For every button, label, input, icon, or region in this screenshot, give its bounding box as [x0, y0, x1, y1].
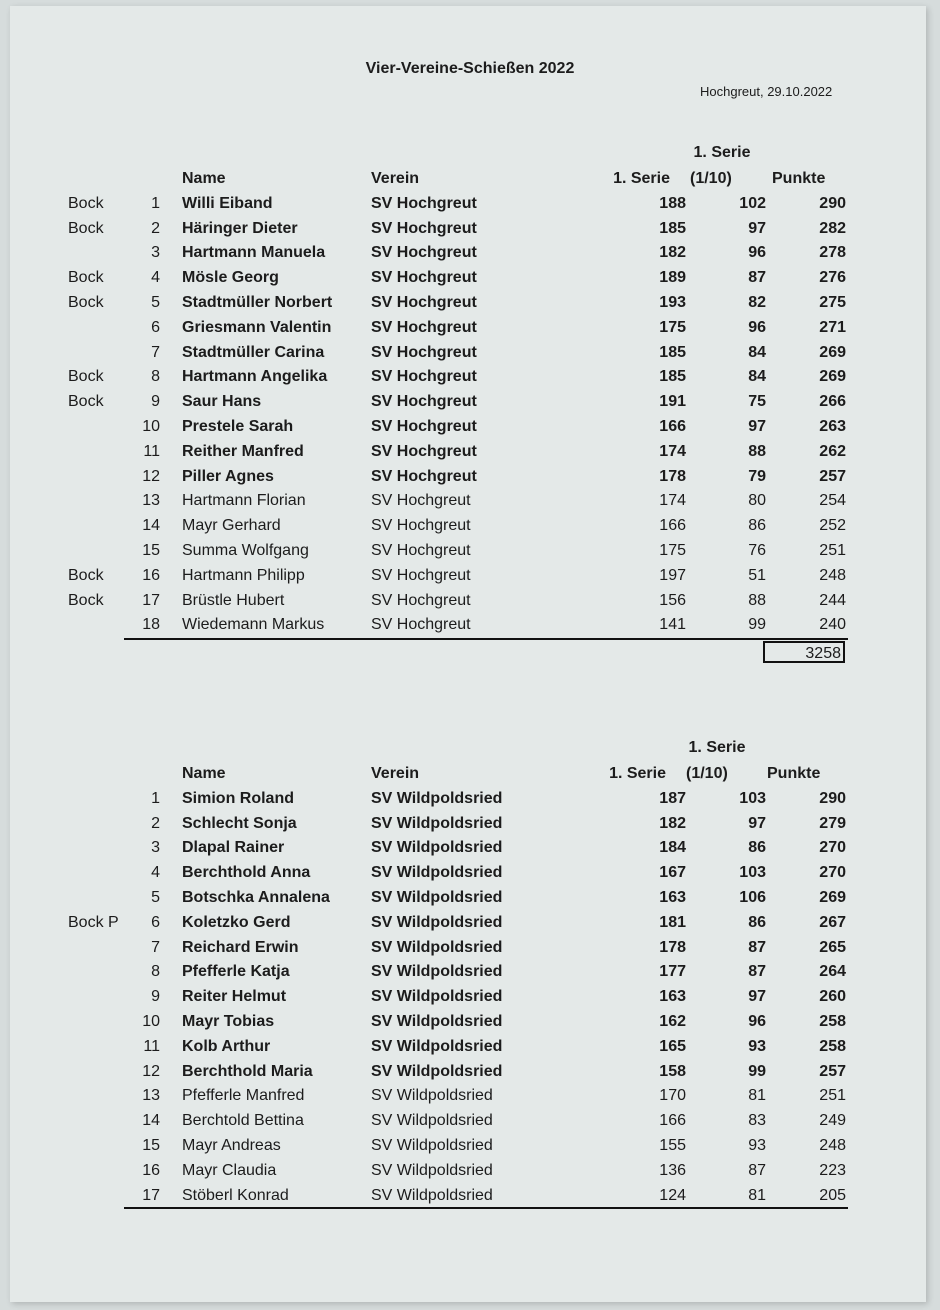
- rank-cell: 9: [151, 988, 160, 1006]
- points-cell: 248: [819, 566, 846, 584]
- series2-cell: 86: [748, 839, 766, 857]
- points-cell: 252: [819, 517, 846, 535]
- rank-cell: 1: [151, 194, 160, 212]
- club-cell: SV Hochgreut: [371, 566, 471, 584]
- table-row: [0, 1162, 940, 1187]
- points-cell: 254: [819, 492, 846, 510]
- club-cell: SV Hochgreut: [371, 318, 477, 336]
- bock-mark: Bock: [68, 194, 104, 212]
- table-row: [0, 988, 940, 1013]
- club-cell: SV Wildpoldsried: [371, 938, 503, 956]
- table-row: [0, 418, 940, 443]
- table-row: [0, 1137, 940, 1162]
- series1-cell: 188: [659, 194, 686, 212]
- name-cell: Griesmann Valentin: [182, 318, 332, 336]
- series2-cell: 96: [748, 244, 766, 262]
- bock-mark: Bock: [68, 566, 104, 584]
- name-cell: Hartmann Florian: [182, 492, 306, 510]
- series2-cell: 87: [748, 269, 766, 287]
- table-row: [0, 220, 940, 245]
- series2-cell: 88: [748, 591, 766, 609]
- name-cell: Pfefferle Manfred: [182, 1087, 305, 1105]
- series1-cell: 193: [659, 293, 686, 311]
- name-cell: Mösle Georg: [182, 269, 279, 287]
- series2-cell: 99: [748, 616, 766, 634]
- club-cell: SV Wildpoldsried: [371, 1012, 503, 1030]
- table-row: [0, 864, 940, 889]
- series1-cell: 197: [659, 566, 686, 584]
- bock-mark: Bock: [68, 219, 104, 237]
- rank-cell: 17: [142, 591, 160, 609]
- rank-cell: 11: [143, 1037, 160, 1055]
- bock-mark: Bock: [68, 269, 104, 287]
- points-cell: 257: [819, 1062, 846, 1080]
- club-cell: SV Wildpoldsried: [371, 1136, 493, 1154]
- points-cell: 278: [819, 244, 846, 262]
- rank-cell: 10: [142, 1012, 160, 1030]
- points-cell: 290: [819, 194, 846, 212]
- rank-cell: 4: [151, 269, 160, 287]
- rank-cell: 2: [151, 219, 160, 237]
- name-cell: Mayr Tobias: [182, 1012, 275, 1030]
- club-cell: SV Hochgreut: [371, 393, 477, 411]
- points-cell: 248: [819, 1136, 846, 1154]
- series2-cell: 99: [748, 1062, 766, 1080]
- table-row: [0, 517, 940, 542]
- table-row: [0, 368, 940, 393]
- club-cell: SV Wildpoldsried: [371, 1161, 493, 1179]
- points-cell: 223: [819, 1161, 846, 1179]
- rank-cell: 6: [151, 318, 160, 336]
- points-cell: 271: [819, 318, 846, 336]
- points-cell: 251: [819, 541, 846, 559]
- club-cell: SV Hochgreut: [371, 219, 477, 237]
- club-cell: SV Hochgreut: [371, 467, 477, 485]
- series2-cell: 96: [748, 318, 766, 336]
- rank-cell: 1: [151, 789, 160, 807]
- table-row: [0, 244, 940, 269]
- rank-cell: 13: [142, 492, 160, 510]
- rank-cell: 14: [142, 1112, 160, 1130]
- series2-cell: 81: [748, 1186, 766, 1204]
- club-cell: SV Wildpoldsried: [371, 888, 503, 906]
- club-cell: SV Wildpoldsried: [371, 1087, 493, 1105]
- header-name: Name: [182, 170, 226, 187]
- series2-cell: 84: [748, 368, 766, 386]
- name-cell: Reither Manfred: [182, 442, 304, 460]
- table-row: [0, 1087, 940, 1112]
- header-punkte: Punkte: [767, 765, 821, 782]
- name-cell: Saur Hans: [182, 393, 262, 411]
- table-row: [0, 839, 940, 864]
- rank-cell: 7: [151, 343, 160, 361]
- points-cell: 290: [819, 789, 846, 807]
- name-cell: Mayr Andreas: [182, 1136, 281, 1154]
- rank-cell: 14: [142, 517, 160, 535]
- points-cell: 275: [819, 293, 846, 311]
- table-body: [0, 790, 940, 1212]
- table-row: [0, 815, 940, 840]
- series1-cell: 163: [659, 988, 686, 1006]
- club-cell: SV Hochgreut: [371, 269, 477, 287]
- name-cell: Stadtmüller Carina: [182, 343, 325, 361]
- table-row: [0, 1063, 940, 1088]
- series1-cell: 187: [659, 789, 686, 807]
- club-cell: SV Hochgreut: [371, 541, 471, 559]
- header-row: [0, 765, 940, 790]
- points-cell: 270: [819, 864, 846, 882]
- series1-cell: 170: [659, 1087, 686, 1105]
- results-table-hochgreut: [0, 144, 940, 641]
- name-cell: Kolb Arthur: [182, 1037, 271, 1055]
- name-cell: Reichard Erwin: [182, 938, 299, 956]
- series2-cell: 83: [748, 1112, 766, 1130]
- bock-mark: Bock: [68, 293, 104, 311]
- points-cell: 240: [819, 616, 846, 634]
- rank-cell: 3: [151, 244, 160, 262]
- table-row: [0, 914, 940, 939]
- points-cell: 270: [819, 839, 846, 857]
- header-punkte: Punkte: [772, 170, 826, 187]
- name-cell: Brüstle Hubert: [182, 591, 285, 609]
- name-cell: Mayr Claudia: [182, 1161, 277, 1179]
- points-cell: 276: [819, 269, 846, 287]
- rank-cell: 3: [151, 839, 160, 857]
- series1-cell: 162: [659, 1012, 686, 1030]
- header-name: Name: [182, 765, 226, 782]
- table-row: [0, 468, 940, 493]
- header-series1: 1. Serie: [609, 765, 666, 782]
- series2-cell: 96: [748, 1012, 766, 1030]
- name-cell: Mayr Gerhard: [182, 517, 281, 535]
- name-cell: Reiter Helmut: [182, 988, 287, 1006]
- table-row: [0, 443, 940, 468]
- header-series-label: 1. Serie: [688, 739, 746, 756]
- results-table-wildpoldsried: [0, 739, 940, 1211]
- points-cell: 258: [819, 1012, 846, 1030]
- name-cell: Summa Wolfgang: [182, 541, 309, 559]
- series1-cell: 174: [659, 492, 686, 510]
- table-row: [0, 567, 940, 592]
- name-cell: Simion Roland: [182, 789, 294, 807]
- rank-cell: 8: [151, 368, 160, 386]
- table-row: [0, 592, 940, 617]
- rank-cell: 2: [151, 814, 160, 832]
- series1-cell: 185: [659, 219, 686, 237]
- club-cell: SV Hochgreut: [371, 591, 471, 609]
- series1-cell: 175: [659, 541, 686, 559]
- table-row: [0, 963, 940, 988]
- table-row: [0, 294, 940, 319]
- rank-cell: 15: [142, 541, 160, 559]
- club-cell: SV Wildpoldsried: [371, 1062, 503, 1080]
- document-title: Vier-Vereine-Schießen 2022: [365, 60, 575, 77]
- club-cell: SV Hochgreut: [371, 442, 477, 460]
- series2-cell: 82: [748, 293, 766, 311]
- header-row: [0, 170, 940, 195]
- club-cell: SV Hochgreut: [371, 194, 477, 212]
- series1-cell: 181: [659, 913, 686, 931]
- series1-cell: 136: [659, 1161, 686, 1179]
- name-cell: Wiedemann Markus: [182, 616, 325, 634]
- series1-cell: 165: [659, 1037, 686, 1055]
- series1-cell: 182: [659, 244, 686, 262]
- club-cell: SV Wildpoldsried: [371, 864, 503, 882]
- club-cell: SV Wildpoldsried: [371, 789, 503, 807]
- points-cell: 264: [819, 963, 846, 981]
- series1-cell: 163: [659, 888, 686, 906]
- rank-cell: 5: [151, 293, 160, 311]
- club-cell: SV Hochgreut: [371, 616, 471, 634]
- series2-cell: 75: [748, 393, 766, 411]
- name-cell: Berchthold Anna: [182, 864, 311, 882]
- series2-cell: 102: [739, 194, 766, 212]
- points-cell: 263: [819, 417, 846, 435]
- rank-cell: 8: [151, 963, 160, 981]
- series1-cell: 166: [659, 517, 686, 535]
- bock-mark: Bock: [68, 393, 104, 411]
- bock-mark: Bock P: [68, 913, 119, 931]
- rank-cell: 12: [142, 1062, 160, 1080]
- series2-cell: 84: [748, 343, 766, 361]
- rank-cell: 4: [151, 864, 160, 882]
- series1-cell: 156: [659, 591, 686, 609]
- name-cell: Hartmann Philipp: [182, 566, 305, 584]
- series2-cell: 97: [748, 988, 766, 1006]
- header-series1: 1. Serie: [613, 170, 670, 187]
- rank-cell: 13: [142, 1087, 160, 1105]
- name-cell: Häringer Dieter: [182, 219, 298, 237]
- rank-cell: 16: [142, 566, 160, 584]
- points-cell: 205: [819, 1186, 846, 1204]
- series1-cell: 175: [659, 318, 686, 336]
- points-cell: 266: [819, 393, 846, 411]
- series1-cell: 166: [659, 1112, 686, 1130]
- rank-cell: 18: [142, 616, 160, 634]
- name-cell: Pfefferle Katja: [182, 963, 290, 981]
- name-cell: Hartmann Angelika: [182, 368, 328, 386]
- points-cell: 269: [819, 368, 846, 386]
- table-row: [0, 1112, 940, 1137]
- club-cell: SV Hochgreut: [371, 517, 471, 535]
- points-cell: 267: [819, 913, 846, 931]
- total-points-box: 3258: [763, 641, 845, 663]
- series2-cell: 97: [748, 814, 766, 832]
- name-cell: Stöberl Konrad: [182, 1186, 289, 1204]
- rank-cell: 15: [142, 1136, 160, 1154]
- header-row-top: [0, 739, 940, 765]
- table-row: [0, 492, 940, 517]
- rank-cell: 9: [151, 393, 160, 411]
- points-cell: 265: [819, 938, 846, 956]
- table-row: [0, 542, 940, 567]
- rank-cell: 11: [143, 442, 160, 460]
- series2-cell: 86: [748, 517, 766, 535]
- rank-cell: 10: [142, 417, 160, 435]
- series1-cell: 166: [659, 417, 686, 435]
- name-cell: Botschka Annalena: [182, 888, 330, 906]
- rank-cell: 6: [151, 913, 160, 931]
- header-series-label: 1. Serie: [693, 144, 751, 161]
- name-cell: Schlecht Sonja: [182, 814, 297, 832]
- series2-cell: 80: [748, 492, 766, 510]
- club-cell: SV Wildpoldsried: [371, 1112, 493, 1130]
- series2-cell: 87: [748, 963, 766, 981]
- series2-cell: 93: [748, 1037, 766, 1055]
- points-cell: 257: [819, 467, 846, 485]
- table-row: [0, 344, 940, 369]
- header-verein: Verein: [371, 765, 420, 782]
- table-body: [0, 195, 940, 641]
- club-cell: SV Wildpoldsried: [371, 988, 503, 1006]
- table-row: [0, 195, 940, 220]
- series1-cell: 185: [659, 368, 686, 386]
- points-cell: 258: [819, 1037, 846, 1055]
- place-date: Hochgreut, 29.10.2022: [700, 84, 833, 99]
- club-cell: SV Hochgreut: [371, 244, 477, 262]
- name-cell: Willi Eiband: [182, 194, 273, 212]
- series1-cell: 182: [659, 814, 686, 832]
- series1-cell: 124: [659, 1186, 686, 1204]
- series1-cell: 177: [659, 963, 686, 981]
- rank-cell: 5: [151, 888, 160, 906]
- series2-cell: 79: [748, 467, 766, 485]
- club-cell: SV Hochgreut: [371, 343, 477, 361]
- table-row: [0, 939, 940, 964]
- club-cell: SV Wildpoldsried: [371, 839, 503, 857]
- header-series2: (1/10): [690, 170, 732, 187]
- series1-cell: 178: [659, 938, 686, 956]
- series2-cell: 81: [748, 1087, 766, 1105]
- rank-cell: 16: [142, 1161, 160, 1179]
- points-cell: 244: [819, 591, 846, 609]
- table-divider-line: [124, 638, 848, 640]
- series2-cell: 88: [748, 442, 766, 460]
- points-cell: 262: [819, 442, 846, 460]
- table-row: [0, 269, 940, 294]
- series2-cell: 87: [748, 938, 766, 956]
- name-cell: Piller Agnes: [182, 467, 274, 485]
- series2-cell: 86: [748, 913, 766, 931]
- name-cell: Berchthold Maria: [182, 1062, 313, 1080]
- name-cell: Hartmann Manuela: [182, 244, 326, 262]
- series1-cell: 141: [659, 616, 686, 634]
- table-row: [0, 790, 940, 815]
- series1-cell: 185: [659, 343, 686, 361]
- series2-cell: 51: [748, 566, 766, 584]
- series2-cell: 103: [739, 789, 766, 807]
- series2-cell: 76: [748, 541, 766, 559]
- series2-cell: 106: [739, 888, 766, 906]
- points-cell: 251: [819, 1087, 846, 1105]
- series1-cell: 191: [659, 393, 686, 411]
- table-row: [0, 889, 940, 914]
- club-cell: SV Wildpoldsried: [371, 913, 503, 931]
- header-row-top: [0, 144, 940, 170]
- table-divider-line: [124, 1207, 848, 1209]
- points-cell: 279: [819, 814, 846, 832]
- points-cell: 282: [819, 219, 846, 237]
- club-cell: SV Hochgreut: [371, 368, 477, 386]
- series1-cell: 158: [659, 1062, 686, 1080]
- bock-mark: Bock: [68, 368, 104, 386]
- table-row: [0, 1013, 940, 1038]
- series1-cell: 178: [659, 467, 686, 485]
- club-cell: SV Wildpoldsried: [371, 814, 503, 832]
- name-cell: Dlapal Rainer: [182, 839, 285, 857]
- series1-cell: 184: [659, 839, 686, 857]
- points-cell: 260: [819, 988, 846, 1006]
- club-cell: SV Wildpoldsried: [371, 1037, 503, 1055]
- series2-cell: 97: [748, 417, 766, 435]
- points-cell: 249: [819, 1112, 846, 1130]
- points-cell: 269: [819, 888, 846, 906]
- table-row: [0, 1038, 940, 1063]
- club-cell: SV Hochgreut: [371, 417, 477, 435]
- series1-cell: 155: [659, 1136, 686, 1154]
- club-cell: SV Wildpoldsried: [371, 1186, 493, 1204]
- table-row: [0, 319, 940, 344]
- club-cell: SV Hochgreut: [371, 492, 471, 510]
- series1-cell: 167: [659, 864, 686, 882]
- series2-cell: 97: [748, 219, 766, 237]
- rank-cell: 7: [151, 938, 160, 956]
- header-series2: (1/10): [686, 765, 728, 782]
- bock-mark: Bock: [68, 591, 104, 609]
- name-cell: Koletzko Gerd: [182, 913, 291, 931]
- name-cell: Berchtold Bettina: [182, 1112, 304, 1130]
- header-verein: Verein: [371, 170, 420, 187]
- rank-cell: 17: [142, 1186, 160, 1204]
- rank-cell: 12: [142, 467, 160, 485]
- series2-cell: 87: [748, 1161, 766, 1179]
- club-cell: SV Wildpoldsried: [371, 963, 503, 981]
- series1-cell: 189: [659, 269, 686, 287]
- club-cell: SV Hochgreut: [371, 293, 477, 311]
- table-row: [0, 393, 940, 418]
- name-cell: Stadtmüller Norbert: [182, 293, 333, 311]
- series1-cell: 174: [659, 442, 686, 460]
- series2-cell: 103: [739, 864, 766, 882]
- points-cell: 269: [819, 343, 846, 361]
- series2-cell: 93: [748, 1136, 766, 1154]
- name-cell: Prestele Sarah: [182, 417, 294, 435]
